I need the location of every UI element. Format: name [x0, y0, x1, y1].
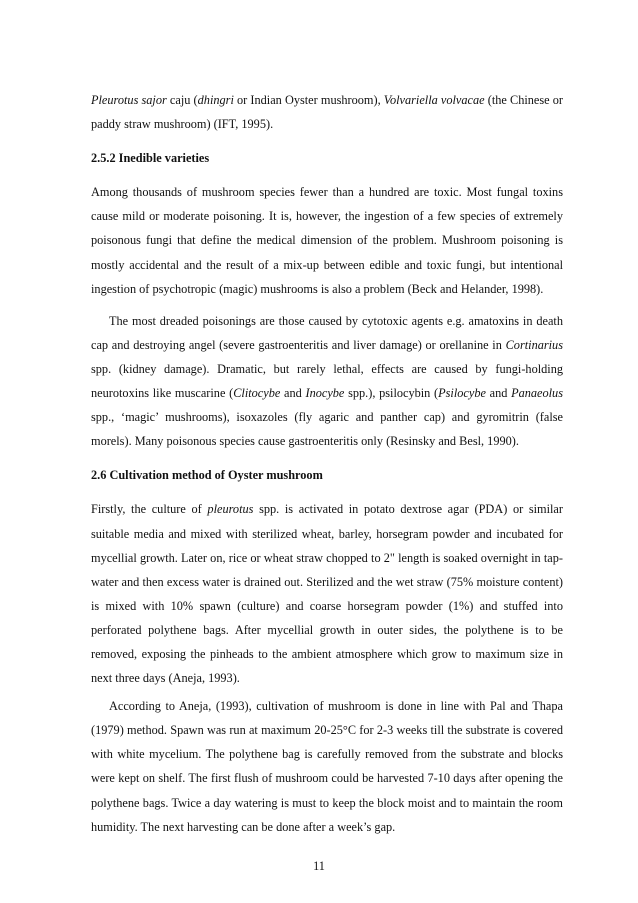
document-page — [91, 88, 563, 839]
paragraph-aneja: According to Aneja, (1993), cultivation of mushroom is done in line with Pal and Thapa (1979) method. Spawn was run at maximum 20-25°C for 2-3 weeks till the substrate is covered with white mycelium. The polythene bag is carefully removed from the substrate and blocks were kept on shelf. The first flush of mushroom could be harvested 7-10 days after opening the polythene bags. Twice a day watering is must to keep the block moist and to maintain the room humidity. The next harvesting can be done after a week’s gap. — [91, 699, 563, 834]
paragraph-intro: Pleurotus sajor caju (dhingri or Indian Oyster mushroom), Volvariella volvacae (the Chinese or paddy straw mushroom) (IFT, 1995). — [91, 93, 563, 132]
paragraph-inedible: Among thousands of mushroom species fewer than a hundred are toxic. Most fungal toxins cause mild or moderate poisoning. It is, however, the ingestion of a few species of extremely poisonous fungi that define the medical dimension of the problem. Mushroom poisoning is mostly accidental and the result of a mix-up between edible and toxic fungi, but intentional ingestion of psychotropic (magic) mushrooms is also a problem (Beck and Helander, 1998). — [91, 185, 563, 296]
paragraph-cultivation: Firstly, the culture of pleurotus spp. is activated in potato dextrose agar (PDA) or similar suitable media and mixed with sterilized wheat, barley, horsegram powder and incubated for mycellial growth. Later on, rice or wheat straw chopped to 2" length is soaked overnight in tap-water and then excess water is drained out. Sterilized and the wet straw (75% moisture content) is mixed with 10% spawn (culture) and coarse horsegram powder (1%) and stuffed into perforated polythene bags. After mycellial growth in outer sides, the polythene is to be removed, exposing the pinheads to the ambient atmosphere which grow to maximum size in next three days (Aneja, 1993). — [91, 502, 563, 686]
heading-inedible-varieties: 2.5.2 Inedible varieties — [91, 151, 210, 166]
page-number: 11 — [313, 859, 325, 873]
heading-cultivation-method: 2.6 Cultivation method of Oyster mushroom — [91, 468, 323, 483]
paragraph-dreaded-poisonings: The most dreaded poisonings are those caused by cytotoxic agents e.g. amatoxins in death cap and destroying angel (severe gastroenteritis and liver damage) or orellanine in Cortinarius spp. (kidney damage). Dramatic, but rarely lethal, effects are caused by fungi-holding neurotoxins like muscarine (Clitocybe and Inocybe spp.), psilocybin (Psilocybe and Panaeolus spp., ‘magic’ mushrooms), isoxazoles (fly agaric and panther cap) and gyromitrin (false morels). Many poisonous species cause gastroenteritis only (Resinsky and Besl, 1990). — [91, 313, 563, 449]
